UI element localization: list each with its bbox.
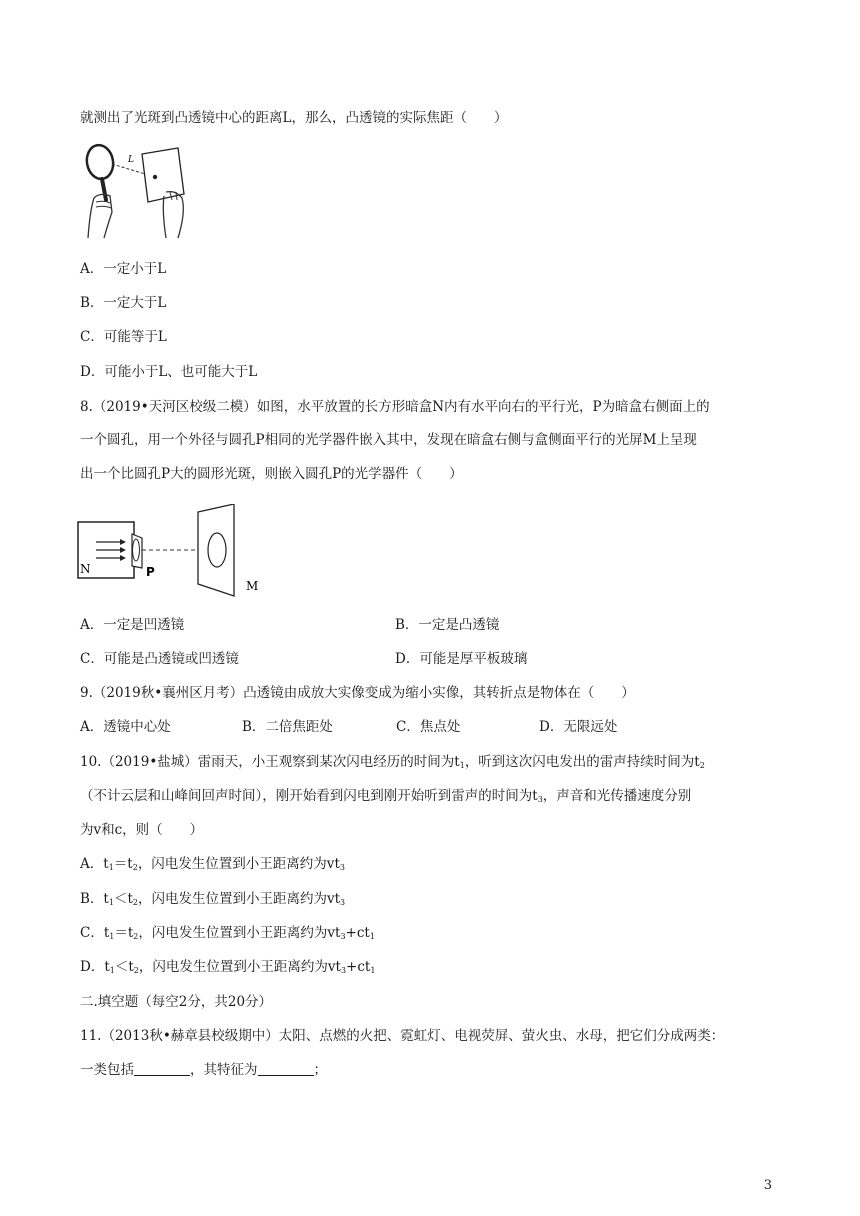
- q10-stem-line-1: 10.（2019•盐城）雷雨天，小王观察到某次闪电经历的时间为$t_1$，听到这次闪电发出的雷声持续时间为$t_2$: [80, 754, 705, 770]
- q10-stem-line-2: （不计云层和山峰间回声时间），刚开始看到闪电到刚开始听到雷声的时间为$t_3$，声音和光传播速度分别: [80, 788, 692, 804]
- figure-label-p: P: [146, 565, 155, 579]
- q9-option-d: D．无限远处: [539, 719, 618, 735]
- q7-stem-tail: 就测出了光斑到凸透镜中心的距离L，那么，凸透镜的实际焦距（ ）: [80, 110, 508, 126]
- dark-box-figure: [74, 504, 274, 598]
- q10-option-b: B．$t_1<t_2$，闪电发生位置到小王距离约为$vt_3$: [80, 891, 346, 907]
- q8-option-a: A．一定是凹透镜: [80, 617, 185, 633]
- q8-option-d: D．可能是厚平板玻璃: [395, 651, 528, 667]
- q11-stem-line-1: 11.（2013秋•赫章县校级期中）太阳、点燃的火把、霓虹灯、电视荧屏、萤火虫、水母，把它们分成两类：: [80, 1028, 725, 1044]
- q11-stem-line-2: 一类包括 ，其特征为 ；: [80, 1062, 327, 1078]
- q10-option-a: A．$t_1=t_2$，闪电发生位置到小王距离约为$vt_3$: [80, 856, 345, 872]
- q9-option-a: A．透镜中心处: [80, 719, 171, 735]
- q10-option-c: C．$t_1=t_2$，闪电发生位置到小王距离约为$vt_3+ct_1$: [80, 925, 375, 941]
- q8-stem-line-1: 8.（2019•天河区校级二模）如图，水平放置的长方形暗盒N内有水平向右的平行光，P为暗盒右侧面上的: [80, 399, 710, 415]
- q7-option-b: B．一定大于L: [80, 295, 167, 311]
- section-title-fill-in: 二.填空题（每空2分，共20分）: [80, 994, 273, 1010]
- q9-stem: 9.（2019秋•襄州区月考）凸透镜由成放大实像变成为缩小实像，其转折点是物体在（ ）: [80, 685, 635, 701]
- q7-option-c: C．可能等于L: [80, 329, 167, 345]
- figure-label-l: L: [128, 155, 134, 165]
- answer-blank-2[interactable]: [258, 1061, 314, 1076]
- figure-label-n: N: [80, 562, 91, 576]
- q10-option-d: D．$t_1<t_2$，闪电发生位置到小王距离约为$vt_3+ct_1$: [80, 959, 376, 975]
- page-number: 3: [763, 1178, 772, 1193]
- q9-option-c: C．焦点处: [396, 719, 461, 735]
- magnifier-figure: [78, 140, 190, 240]
- q9-option-b: B．二倍焦距处: [242, 719, 333, 735]
- q8-stem-line-2: 一个圆孔，用一个外径与圆孔P相同的光学器件嵌入其中，发现在暗盒右侧与盒侧面平行的光屏M上呈现: [80, 432, 697, 448]
- figure-label-m: M: [246, 579, 259, 593]
- q7-option-d: D．可能小于L、也可能大于L: [80, 364, 258, 380]
- q8-option-c: C．可能是凸透镜或凹透镜: [80, 651, 239, 667]
- q8-option-b: B．一定是凸透镜: [395, 617, 500, 633]
- q10-stem-line-3: 为v和c，则（ ）: [80, 822, 204, 838]
- q7-option-a: A．一定小于L: [80, 261, 167, 277]
- q8-stem-line-3: 出一个比圆孔P大的圆形光斑，则嵌入圆孔P的光学器件（ ）: [80, 466, 463, 482]
- answer-blank-1[interactable]: [134, 1061, 190, 1076]
